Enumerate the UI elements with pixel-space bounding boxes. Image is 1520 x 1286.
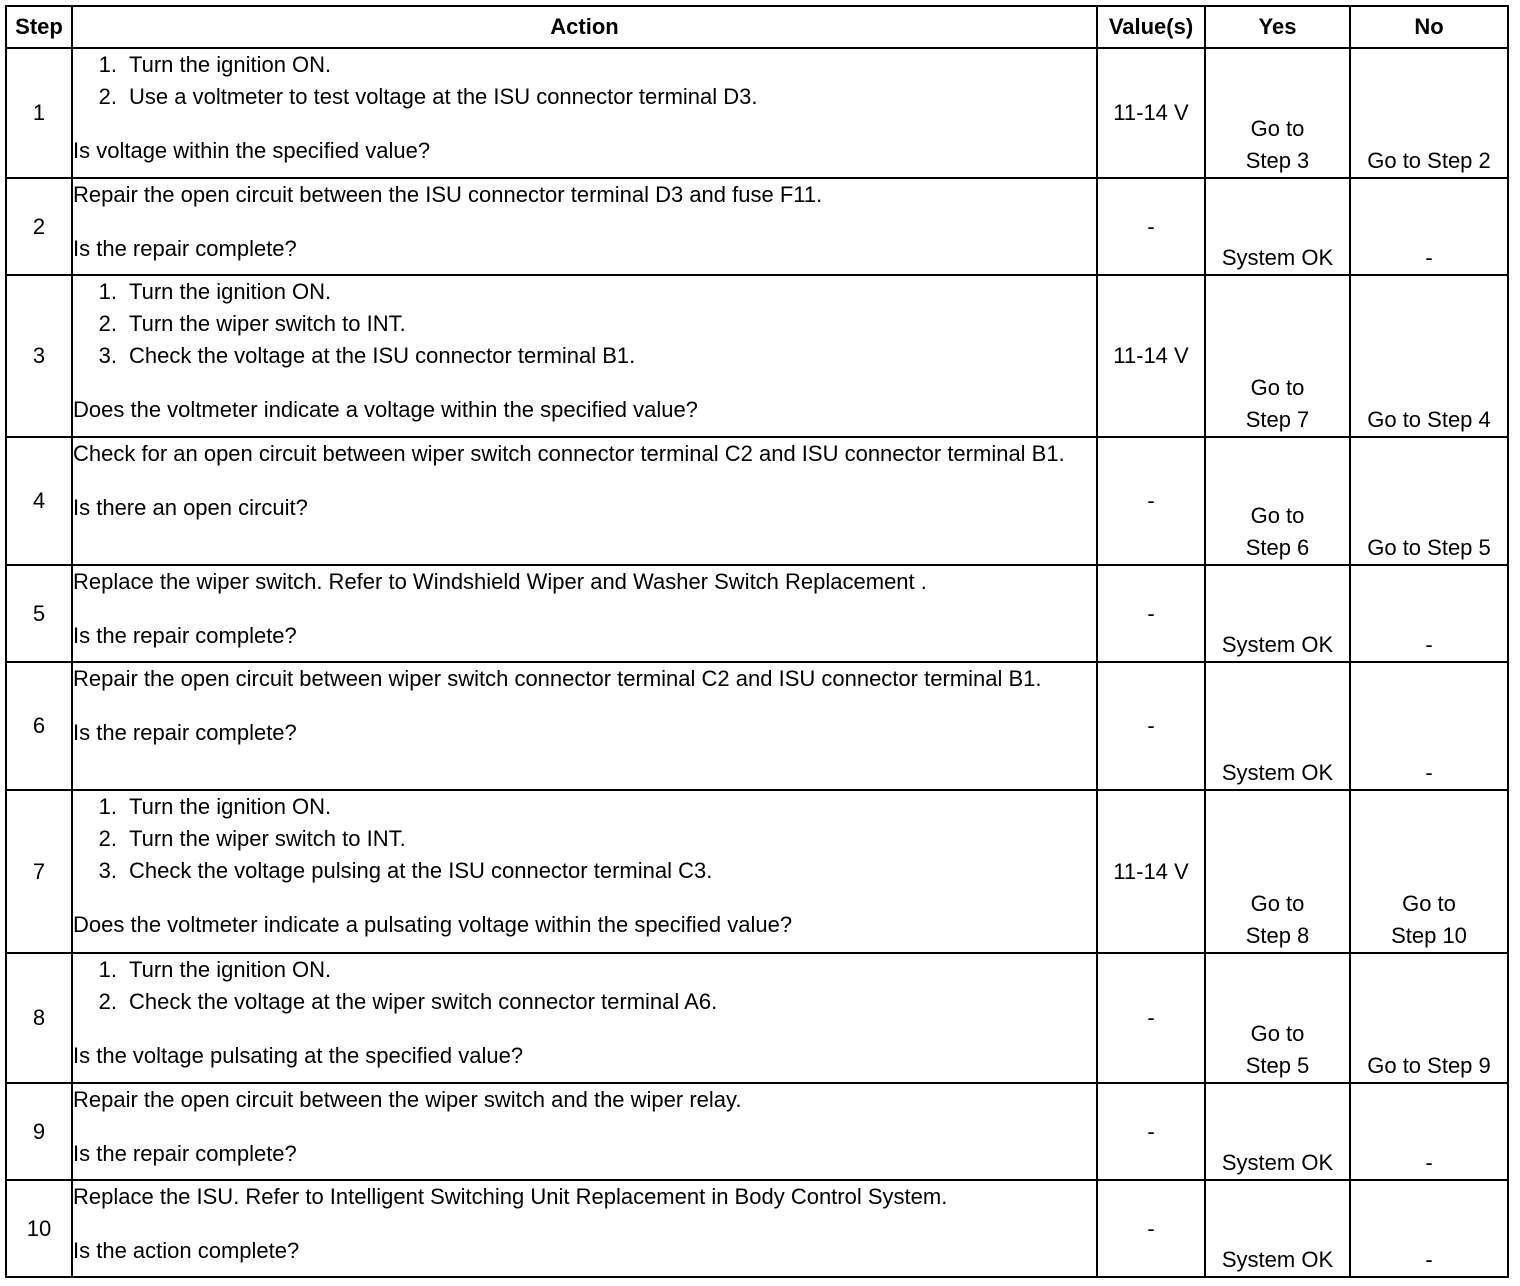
no-cell: Go to Step 4 xyxy=(1350,275,1508,437)
no-cell: - xyxy=(1350,662,1508,790)
substep-number: 1. xyxy=(98,279,117,304)
action-substep xyxy=(73,855,1096,887)
no-cell: Go to Step 5 xyxy=(1350,437,1508,565)
action-cell xyxy=(72,275,1097,437)
action-question: Is the repair complete? xyxy=(73,720,297,745)
action-cell xyxy=(72,1180,1097,1277)
value-cell: - xyxy=(1097,1180,1205,1277)
yes-cell: System OK xyxy=(1205,1083,1350,1180)
table-row xyxy=(6,662,1508,790)
value-cell: 11-14 V xyxy=(1097,48,1205,178)
action-question: Is the repair complete? xyxy=(73,1141,297,1166)
no-cell: - xyxy=(1350,1083,1508,1180)
value-cell: - xyxy=(1097,662,1205,790)
action-substep xyxy=(73,308,1096,340)
step-number: 8 xyxy=(6,953,72,1083)
no-cell: Go to Step 9 xyxy=(1350,953,1508,1083)
yes-cell: System OK xyxy=(1205,1180,1350,1277)
substep-text: Check the voltage at the wiper switch connector terminal A6. xyxy=(129,989,718,1014)
action-text: Repair the open circuit between wiper switch connector terminal C2 and ISU connector terminal B1. xyxy=(73,666,1042,691)
header-row xyxy=(6,6,1508,48)
substep-number: 2. xyxy=(98,311,117,336)
value-cell: 11-14 V xyxy=(1097,790,1205,953)
substep-number: 2. xyxy=(98,826,117,851)
table-row xyxy=(6,1180,1508,1277)
action-cell xyxy=(72,1083,1097,1180)
yes-cell: Go to Step 8 xyxy=(1205,790,1350,953)
step-number: 9 xyxy=(6,1083,72,1180)
action-cell xyxy=(72,565,1097,662)
diagnostic-table xyxy=(5,5,1509,1278)
action-cell xyxy=(72,437,1097,565)
value-cell: - xyxy=(1097,178,1205,275)
no-cell: Go to Step 10 xyxy=(1350,790,1508,953)
table-row xyxy=(6,1083,1508,1180)
value-cell: - xyxy=(1097,1083,1205,1180)
yes-cell: System OK xyxy=(1205,662,1350,790)
action-text: Replace the wiper switch. Refer to Windshield Wiper and Washer Switch Replacement . xyxy=(73,569,927,594)
substep-text: Check the voltage at the ISU connector terminal B1. xyxy=(129,343,636,368)
action-text: Repair the open circuit between the wiper switch and the wiper relay. xyxy=(73,1087,742,1112)
action-substep xyxy=(73,986,1096,1018)
yes-cell: Go to Step 6 xyxy=(1205,437,1350,565)
action-question: Is the voltage pulsating at the specified value? xyxy=(73,1043,524,1068)
substep-number: 1. xyxy=(98,52,117,77)
yes-cell: Go to Step 5 xyxy=(1205,953,1350,1083)
substep-number: 2. xyxy=(98,989,117,1014)
step-number: 5 xyxy=(6,565,72,662)
table-row xyxy=(6,275,1508,437)
header-values: Value(s) xyxy=(1097,6,1205,48)
action-text: Repair the open circuit between the ISU connector terminal D3 and fuse F11. xyxy=(73,182,823,207)
table-row xyxy=(6,48,1508,178)
action-cell xyxy=(72,953,1097,1083)
substep-text: Turn the ignition ON. xyxy=(129,279,332,304)
action-question: Is voltage within the specified value? xyxy=(73,138,431,163)
no-cell: - xyxy=(1350,178,1508,275)
step-number: 10 xyxy=(6,1180,72,1277)
action-question: Does the voltmeter indicate a voltage within the specified value? xyxy=(73,397,698,422)
action-question: Is there an open circuit? xyxy=(73,495,308,520)
action-substep xyxy=(73,276,1096,308)
header-action: Action xyxy=(72,6,1097,48)
substep-number: 3. xyxy=(98,858,117,883)
yes-cell: System OK xyxy=(1205,565,1350,662)
substep-number: 2. xyxy=(98,84,117,109)
action-cell xyxy=(72,178,1097,275)
action-question: Does the voltmeter indicate a pulsating voltage within the specified value? xyxy=(73,912,793,937)
step-number: 4 xyxy=(6,437,72,565)
action-question: Is the repair complete? xyxy=(73,623,297,648)
action-substep xyxy=(73,340,1096,372)
step-number: 2 xyxy=(6,178,72,275)
step-number: 7 xyxy=(6,790,72,953)
substep-text: Turn the ignition ON. xyxy=(129,957,332,982)
value-cell: 11-14 V xyxy=(1097,275,1205,437)
action-question: Is the action complete? xyxy=(73,1238,300,1263)
substep-text: Turn the ignition ON. xyxy=(129,52,332,77)
value-cell: - xyxy=(1097,437,1205,565)
action-text: Replace the ISU. Refer to Intelligent Switching Unit Replacement in Body Control System. xyxy=(73,1184,948,1209)
yes-cell: Go to Step 3 xyxy=(1205,48,1350,178)
table-row xyxy=(6,790,1508,953)
action-question: Is the repair complete? xyxy=(73,236,297,261)
action-substep xyxy=(73,81,1096,113)
substep-text: Turn the wiper switch to INT. xyxy=(129,826,406,851)
substep-number: 3. xyxy=(98,343,117,368)
no-cell: - xyxy=(1350,565,1508,662)
no-cell: Go to Step 2 xyxy=(1350,48,1508,178)
action-substep xyxy=(73,49,1096,81)
substep-text: Check the voltage pulsing at the ISU connector terminal C3. xyxy=(129,858,713,883)
yes-cell: Go to Step 7 xyxy=(1205,275,1350,437)
table-body xyxy=(6,48,1508,1277)
header-step: Step xyxy=(6,6,72,48)
value-cell: - xyxy=(1097,953,1205,1083)
substep-text: Turn the ignition ON. xyxy=(129,794,332,819)
table-row xyxy=(6,953,1508,1083)
header-no: No xyxy=(1350,6,1508,48)
action-cell xyxy=(72,662,1097,790)
action-substep xyxy=(73,791,1096,823)
step-number: 1 xyxy=(6,48,72,178)
yes-cell: System OK xyxy=(1205,178,1350,275)
table-row xyxy=(6,565,1508,662)
action-cell xyxy=(72,790,1097,953)
substep-text: Use a voltmeter to test voltage at the ISU connector terminal D3. xyxy=(129,84,758,109)
substep-text: Turn the wiper switch to INT. xyxy=(129,311,406,336)
action-text: Check for an open circuit between wiper switch connector terminal C2 and ISU connector terminal B1. xyxy=(73,441,1065,466)
action-substep xyxy=(73,823,1096,855)
table-row xyxy=(6,437,1508,565)
header-yes: Yes xyxy=(1205,6,1350,48)
substep-number: 1. xyxy=(98,957,117,982)
step-number: 6 xyxy=(6,662,72,790)
substep-number: 1. xyxy=(98,794,117,819)
value-cell: - xyxy=(1097,565,1205,662)
action-cell xyxy=(72,48,1097,178)
no-cell: - xyxy=(1350,1180,1508,1277)
step-number: 3 xyxy=(6,275,72,437)
action-substep xyxy=(73,954,1096,986)
table-row xyxy=(6,178,1508,275)
